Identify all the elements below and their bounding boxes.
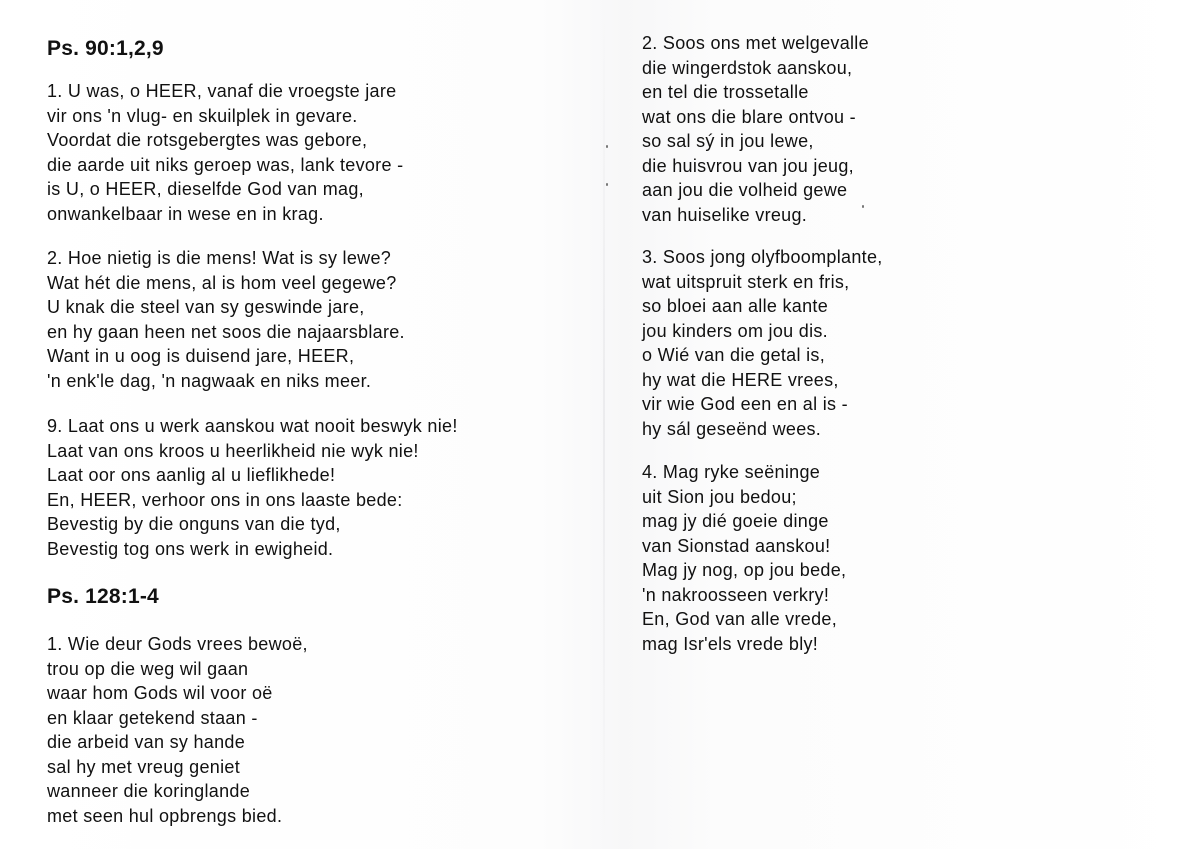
stanza-line: trou op die weg wil gaan bbox=[47, 658, 249, 679]
stanza-line: jou kinders om jou dis. bbox=[642, 320, 828, 341]
stanza-line: Laat oor ons aanlig al u lieflikhede! bbox=[47, 465, 336, 485]
right-page bbox=[600, 0, 1200, 849]
stanza-line: en klaar getekend staan - bbox=[47, 707, 258, 728]
stanza-line: onwankelbaar in wese en in krag. bbox=[47, 203, 324, 224]
stanza-line: hy wat die HERE vrees, bbox=[642, 369, 839, 390]
stanza-line: 'n enk'le dag, 'n nagwaak en niks meer. bbox=[47, 370, 372, 391]
psalm-90-stanza-9 bbox=[47, 414, 458, 561]
psalm-128-title: Ps. 128:1-4 bbox=[47, 585, 159, 608]
scan-speck bbox=[606, 145, 608, 148]
stanza-line: 4. Mag ryke seëninge bbox=[642, 462, 821, 482]
stanza-line: waar hom Gods wil voor oë bbox=[47, 683, 273, 703]
psalm-128-stanza-3 bbox=[642, 245, 883, 441]
stanza-line: uit Sion jou bedou; bbox=[642, 486, 797, 507]
stanza-line: Bevestig tog ons werk in ewigheid. bbox=[47, 538, 334, 559]
stanza-line: En, HEER, verhoor ons in ons laaste bede: bbox=[47, 489, 403, 510]
stanza-line: vir wie God een en al is - bbox=[642, 394, 848, 414]
stanza-line: hy sál geseënd wees. bbox=[642, 418, 822, 439]
stanza-line: Mag jy nog, op jou bede, bbox=[642, 560, 847, 580]
stanza-line: 2. Hoe nietig is die mens! Wat is sy lewe? bbox=[47, 248, 392, 268]
psalm-90-stanza-2 bbox=[47, 246, 405, 393]
stanza-line: Wat hét die mens, al is hom veel gegewe? bbox=[47, 272, 397, 293]
psalm-128-stanza-2 bbox=[642, 31, 869, 227]
stanza-line: die arbeid van sy hande bbox=[47, 732, 246, 752]
psalm-90-title: Ps. 90:1,2,9 bbox=[47, 37, 164, 60]
stanza-line: 3. Soos jong olyfboomplante, bbox=[642, 247, 883, 267]
stanza-line: Bevestig by die onguns van die tyd, bbox=[47, 514, 341, 534]
stanza-line: mag Isr'els vrede bly! bbox=[642, 633, 819, 654]
stanza-line: van huiselike vreug. bbox=[642, 204, 808, 225]
stanza-line: 1. Wie deur Gods vrees bewoë, bbox=[47, 634, 308, 654]
stanza-line: wat uitspruit sterk en fris, bbox=[642, 271, 850, 292]
stanza-line: 9. Laat ons u werk aanskou wat nooit beswyk nie! bbox=[47, 416, 458, 436]
stanza-line: Want in u oog is duisend jare, HEER, bbox=[47, 346, 355, 366]
stanza-line: Voordat die rotsgebergtes was gebore, bbox=[47, 130, 368, 150]
stanza-line: wanneer die koringlande bbox=[47, 781, 251, 801]
stanza-line: vir ons 'n vlug- en skuilplek in gevare. bbox=[47, 105, 358, 126]
scan-speck bbox=[862, 205, 864, 208]
stanza-line: sal hy met vreug geniet bbox=[47, 756, 240, 777]
psalm-128-stanza-4 bbox=[642, 460, 846, 656]
stanza-line: die huisvrou van jou jeug, bbox=[642, 155, 854, 176]
stanza-line: aan jou die volheid gewe bbox=[642, 180, 848, 200]
stanza-line: so sal sý in jou lewe, bbox=[642, 131, 814, 151]
stanza-line: En, God van alle vrede, bbox=[642, 609, 838, 629]
stanza-line: o Wié van die getal is, bbox=[642, 345, 825, 365]
stanza-line: 1. U was, o HEER, vanaf die vroegste jare bbox=[47, 81, 397, 101]
psalm-90-stanza-1 bbox=[47, 79, 403, 226]
stanza-line: die wingerdstok aanskou, bbox=[642, 57, 853, 78]
stanza-line: van Sionstad aanskou! bbox=[642, 535, 831, 556]
stanza-line: is U, o HEER, dieselfde God van mag, bbox=[47, 179, 364, 199]
stanza-line: mag jy dié goeie dinge bbox=[642, 511, 829, 531]
stanza-line: so bloei aan alle kante bbox=[642, 296, 829, 316]
stanza-line: 'n nakroosseen verkry! bbox=[642, 584, 830, 605]
scan-speck bbox=[606, 183, 608, 186]
stanza-line: en tel die trossetalle bbox=[642, 82, 809, 102]
stanza-line: die aarde uit niks geroep was, lank tevore - bbox=[47, 154, 404, 175]
stanza-line: 2. Soos ons met welgevalle bbox=[642, 33, 869, 53]
psalm-128-stanza-1 bbox=[47, 632, 308, 828]
stanza-line: en hy gaan heen net soos die najaarsblare. bbox=[47, 321, 405, 342]
stanza-line: wat ons die blare ontvou - bbox=[642, 106, 856, 127]
stanza-line: Laat van ons kroos u heerlikheid nie wyk nie! bbox=[47, 440, 419, 461]
stanza-line: U knak die steel van sy geswinde jare, bbox=[47, 297, 365, 317]
stanza-line: met seen hul opbrengs bied. bbox=[47, 805, 283, 826]
